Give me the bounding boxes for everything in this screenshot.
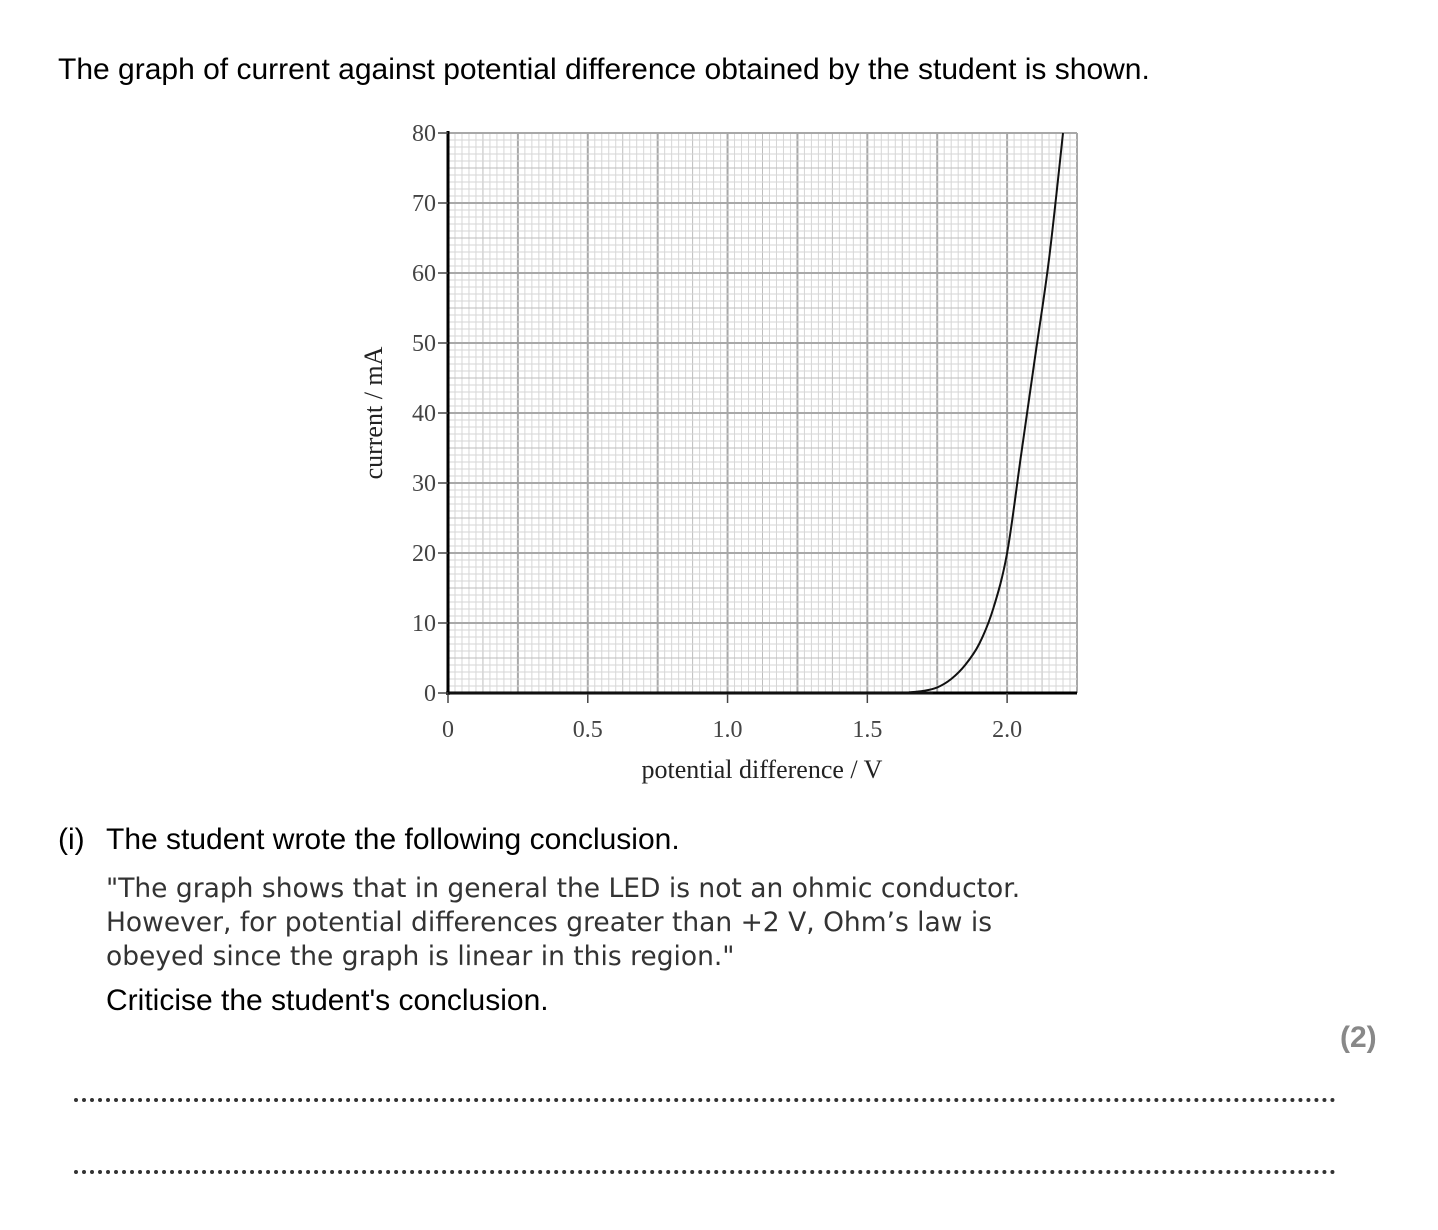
marks-indicator: (2)	[1340, 1021, 1377, 1054]
y-tick-label: 50	[412, 331, 436, 357]
question-instruction: Criticise the student's conclusion.	[106, 984, 549, 1017]
x-tick-label: 1.5	[852, 717, 883, 743]
x-tick-label: 2.0	[992, 717, 1023, 743]
answer-line-1[interactable]	[74, 1098, 1336, 1102]
y-tick-label: 70	[412, 191, 436, 217]
student-conclusion-quote	[106, 872, 1020, 974]
y-tick-label: 80	[412, 121, 436, 147]
quote-line: "The graph shows that in general the LED is not an ohmic conductor.	[106, 873, 1021, 904]
quote-line: However, for potential differences greater than +2 V, Ohm’s law is	[106, 907, 993, 938]
x-tick-label: 1.0	[712, 717, 743, 743]
y-tick-label: 60	[412, 261, 436, 287]
y-axis-title: current / mA	[359, 346, 388, 480]
quote-line: obeyed since the graph is linear in this region."	[106, 941, 735, 972]
y-tick-label: 0	[424, 681, 436, 707]
x-axis-title: potential difference / V	[641, 755, 883, 784]
question-number: (i)	[58, 823, 85, 856]
y-tick-label: 30	[412, 471, 436, 497]
y-tick-label: 20	[412, 541, 436, 567]
y-tick-label: 10	[412, 611, 436, 637]
y-tick-label: 40	[412, 401, 436, 427]
question-text: The student wrote the following conclusion.	[106, 823, 680, 856]
x-tick-label: 0	[442, 717, 454, 743]
answer-line-2[interactable]	[74, 1170, 1336, 1174]
x-tick-label: 0.5	[572, 717, 603, 743]
intro-text: The graph of current against potential difference obtained by the student is shown.	[58, 53, 1150, 86]
